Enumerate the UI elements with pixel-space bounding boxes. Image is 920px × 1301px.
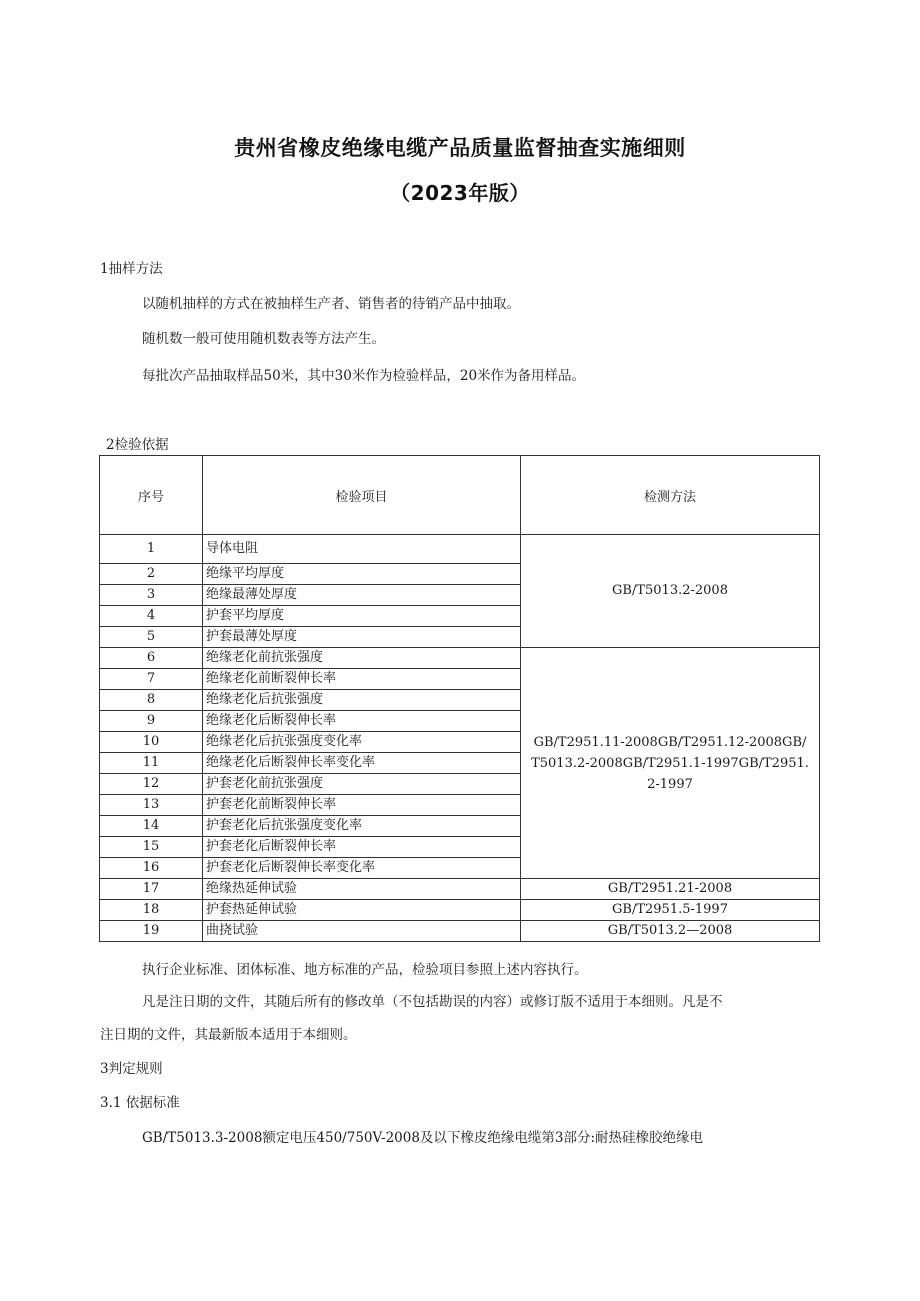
header-item: 检验项目	[203, 456, 521, 535]
row-number: 4	[100, 606, 203, 627]
row-number: 19	[100, 921, 203, 942]
row-item: 曲挠试验	[203, 921, 521, 942]
row-item: 绝缘老化后断裂伸长率变化率	[203, 753, 521, 774]
table-row	[100, 648, 820, 669]
table-row	[100, 879, 820, 900]
row-number: 13	[100, 795, 203, 816]
row-number: 18	[100, 900, 203, 921]
method-row-17: GB/T2951.21-2008	[521, 879, 820, 900]
section-3-heading: 3判定规则	[100, 1061, 163, 1077]
table-row	[100, 900, 820, 921]
header-method: 检测方法	[521, 456, 820, 535]
row-number: 1	[100, 535, 203, 564]
row-number: 8	[100, 690, 203, 711]
method-group-2	[521, 648, 820, 879]
row-item: 绝缘热延伸试验	[203, 879, 521, 900]
section-1-paragraph-1: 以随机抽样的方式在被抽样生产者、销售者的待销产品中抽取。	[142, 296, 520, 312]
inspection-table	[99, 455, 820, 942]
row-item: 绝缘平均厚度	[203, 564, 521, 585]
section-3-1-heading: 3.1 依据标准	[100, 1095, 180, 1111]
method-group-2-text: GB/T2951.11-2008GB/T2951.12-2008GB/T5013.2-2008GB/T2951.1-1997GB/T2951.2-1997	[531, 734, 809, 792]
row-item: 绝缘最薄处厚度	[203, 585, 521, 606]
section-1-heading: 1抽样方法	[100, 261, 163, 277]
row-item: 护套老化前断裂伸长率	[203, 795, 521, 816]
method-group-1: GB/T5013.2-2008	[521, 535, 820, 648]
row-number: 12	[100, 774, 203, 795]
row-number: 9	[100, 711, 203, 732]
row-item: 护套老化后断裂伸长率变化率	[203, 858, 521, 879]
row-item: 护套平均厚度	[203, 606, 521, 627]
row-number: 17	[100, 879, 203, 900]
table-header-row	[100, 456, 820, 535]
row-number: 6	[100, 648, 203, 669]
row-number: 2	[100, 564, 203, 585]
row-item: 护套热延伸试验	[203, 900, 521, 921]
row-item: 护套老化前抗张强度	[203, 774, 521, 795]
method-row-18: GB/T2951.5-1997	[521, 900, 820, 921]
row-item: 绝缘老化前抗张强度	[203, 648, 521, 669]
section-2-paragraph-1: 执行企业标准、团体标准、地方标准的产品，检验项目参照上述内容执行。	[142, 962, 588, 978]
row-number: 7	[100, 669, 203, 690]
row-number: 14	[100, 816, 203, 837]
row-number: 16	[100, 858, 203, 879]
section-1-paragraph-3: 每批次产品抽取样品50米，其中30米作为检验样品，20米作为备用样品。	[142, 368, 586, 384]
section-2-paragraph-2-line-2: 注日期的文件，其最新版本适用于本细则。	[100, 1027, 357, 1043]
section-1-paragraph-2: 随机数一般可使用随机数表等方法产生。	[142, 331, 385, 347]
row-number: 5	[100, 627, 203, 648]
header-number: 序号	[100, 456, 203, 535]
table-row	[100, 921, 820, 942]
row-item: 绝缘老化前断裂伸长率	[203, 669, 521, 690]
section-3-paragraph-1: GB/T5013.3-2008额定电压450/750V-2008及以下橡皮绝缘电缆第3部分:耐热硅橡胶绝缘电	[142, 1130, 704, 1146]
row-item: 导体电阻	[203, 535, 521, 564]
row-item: 护套最薄处厚度	[203, 627, 521, 648]
row-number: 15	[100, 837, 203, 858]
row-item: 绝缘老化后抗张强度	[203, 690, 521, 711]
row-number: 11	[100, 753, 203, 774]
document-subtitle: （2023年版）	[390, 181, 530, 205]
row-item: 护套老化后抗张强度变化率	[203, 816, 521, 837]
row-number: 10	[100, 732, 203, 753]
row-item: 绝缘老化后抗张强度变化率	[203, 732, 521, 753]
row-item: 护套老化后断裂伸长率	[203, 837, 521, 858]
row-number: 3	[100, 585, 203, 606]
section-2-heading: 2检验依据	[106, 437, 169, 453]
row-item: 绝缘老化后断裂伸长率	[203, 711, 521, 732]
method-row-19: GB/T5013.2—2008	[521, 921, 820, 942]
document-title: 贵州省橡皮绝缘电缆产品质量监督抽查实施细则	[234, 136, 686, 160]
section-2-paragraph-2-line-1: 凡是注日期的文件，其随后所有的修改单（不包括勘误的内容）或修订版不适用于本细则。凡是不	[142, 994, 723, 1010]
table-row	[100, 535, 820, 564]
